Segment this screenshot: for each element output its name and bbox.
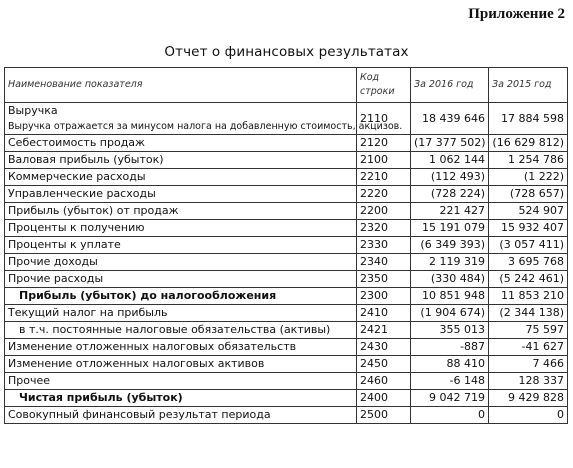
- table-row: [5, 169, 568, 186]
- row-value-2015: 9 429 828: [489, 390, 568, 407]
- table-row: [5, 237, 568, 254]
- row-name: Себестоимость продаж: [5, 135, 357, 152]
- report-title: Отчет о финансовых результатах: [164, 44, 409, 60]
- row-value-2016: 355 013: [411, 322, 489, 339]
- table-row: [5, 152, 568, 169]
- row-name: Прибыль (убыток) до налогообложения: [5, 288, 357, 305]
- table-row: [5, 271, 568, 288]
- row-value-2016: 0: [411, 407, 489, 424]
- row-name: Совокупный финансовый результат периода: [5, 407, 357, 424]
- table-row: [5, 373, 568, 390]
- row-value-2016: (1 904 674): [411, 305, 489, 322]
- financial-results-table: [4, 67, 568, 424]
- row-code: 2350: [357, 271, 411, 288]
- row-value-2016: (112 493): [411, 169, 489, 186]
- row-value-2015: 3 695 768: [489, 254, 568, 271]
- row-code: 2120: [357, 135, 411, 152]
- row-code: 2450: [357, 356, 411, 373]
- table-row: [5, 288, 568, 305]
- row-value-2016: (17 377 502): [411, 135, 489, 152]
- row-name: Выручка: [8, 104, 58, 117]
- row-value-2016: 18 439 646: [411, 103, 489, 135]
- row-value-2015: (16 629 812): [489, 135, 568, 152]
- row-code: 2400: [357, 390, 411, 407]
- row-code: 2421: [357, 322, 411, 339]
- row-value-2015: (2 344 138): [489, 305, 568, 322]
- row-value-2015: -41 627: [489, 339, 568, 356]
- row-name: Изменение отложенных налоговых активов: [5, 356, 357, 373]
- row-code: 2110: [357, 103, 411, 135]
- row-name: Прочие доходы: [5, 254, 357, 271]
- row-code: 2460: [357, 373, 411, 390]
- row-value-2015: 75 597: [489, 322, 568, 339]
- row-value-2015: 128 337: [489, 373, 568, 390]
- row-value-2015: 15 932 407: [489, 220, 568, 237]
- row-code: 2210: [357, 169, 411, 186]
- row-code: 2500: [357, 407, 411, 424]
- header-2015: За 2015 год: [489, 68, 568, 103]
- row-code: 2410: [357, 305, 411, 322]
- row-value-2015: 17 884 598: [489, 103, 568, 135]
- table-row: [5, 135, 568, 152]
- row-value-2015: 1 254 786: [489, 152, 568, 169]
- row-value-2016: 9 042 719: [411, 390, 489, 407]
- row-name: Проценты к уплате: [5, 237, 357, 254]
- row-code: 2330: [357, 237, 411, 254]
- row-value-2015: (3 057 411): [489, 237, 568, 254]
- row-code: 2100: [357, 152, 411, 169]
- row-value-2015: 7 466: [489, 356, 568, 373]
- row-value-2016: (330 484): [411, 271, 489, 288]
- row-name: Прочее: [5, 373, 357, 390]
- row-value-2015: (5 242 461): [489, 271, 568, 288]
- row-value-2015: 11 853 210: [489, 288, 568, 305]
- appendix-label: Приложение 2: [468, 6, 565, 22]
- row-value-2016: -6 148: [411, 373, 489, 390]
- row-name: Проценты к получению: [5, 220, 357, 237]
- row-name: Прибыль (убыток) от продаж: [5, 203, 357, 220]
- row-value-2016: 1 062 144: [411, 152, 489, 169]
- table-row: [5, 322, 568, 339]
- row-value-2015: 0: [489, 407, 568, 424]
- row-name: в т.ч. постоянные налоговые обязательства (активы): [5, 322, 357, 339]
- row-value-2016: -887: [411, 339, 489, 356]
- row-value-2016: 15 191 079: [411, 220, 489, 237]
- table-row: [5, 390, 568, 407]
- row-name: Чистая прибыль (убыток): [5, 390, 357, 407]
- row-value-2016: (728 224): [411, 186, 489, 203]
- table-header-row: [5, 68, 568, 103]
- table-row: [5, 407, 568, 424]
- row-name: Управленческие расходы: [5, 186, 357, 203]
- header-code: Код строки: [357, 68, 411, 103]
- row-value-2016: 221 427: [411, 203, 489, 220]
- table-row: [5, 339, 568, 356]
- row-value-2015: 524 907: [489, 203, 568, 220]
- row-code: 2340: [357, 254, 411, 271]
- row-value-2015: (728 657): [489, 186, 568, 203]
- table-row: [5, 356, 568, 373]
- row-name: Прочие расходы: [5, 271, 357, 288]
- row-name: Текущий налог на прибыль: [5, 305, 357, 322]
- row-name: Валовая прибыль (убыток): [5, 152, 357, 169]
- row-value-2016: 2 119 319: [411, 254, 489, 271]
- table-row: [5, 186, 568, 203]
- row-code: 2430: [357, 339, 411, 356]
- table-row: [5, 254, 568, 271]
- table-row: [5, 203, 568, 220]
- table-row: [5, 220, 568, 237]
- header-2016: За 2016 год: [411, 68, 489, 103]
- row-value-2016: (6 349 393): [411, 237, 489, 254]
- row-note: Выручка отражается за минусом налога на добавленную стоимость, акцизов.: [8, 121, 403, 132]
- row-value-2016: 10 851 948: [411, 288, 489, 305]
- row-value-2015: (1 222): [489, 169, 568, 186]
- row-name: Изменение отложенных налоговых обязательств: [5, 339, 357, 356]
- row-code: 2200: [357, 203, 411, 220]
- row-value-2016: 88 410: [411, 356, 489, 373]
- row-code: 2220: [357, 186, 411, 203]
- row-name: Коммерческие расходы: [5, 169, 357, 186]
- table-row-revenue: [5, 103, 568, 135]
- row-code: 2300: [357, 288, 411, 305]
- table-row: [5, 305, 568, 322]
- row-code: 2320: [357, 220, 411, 237]
- header-name: Наименование показателя: [5, 68, 357, 103]
